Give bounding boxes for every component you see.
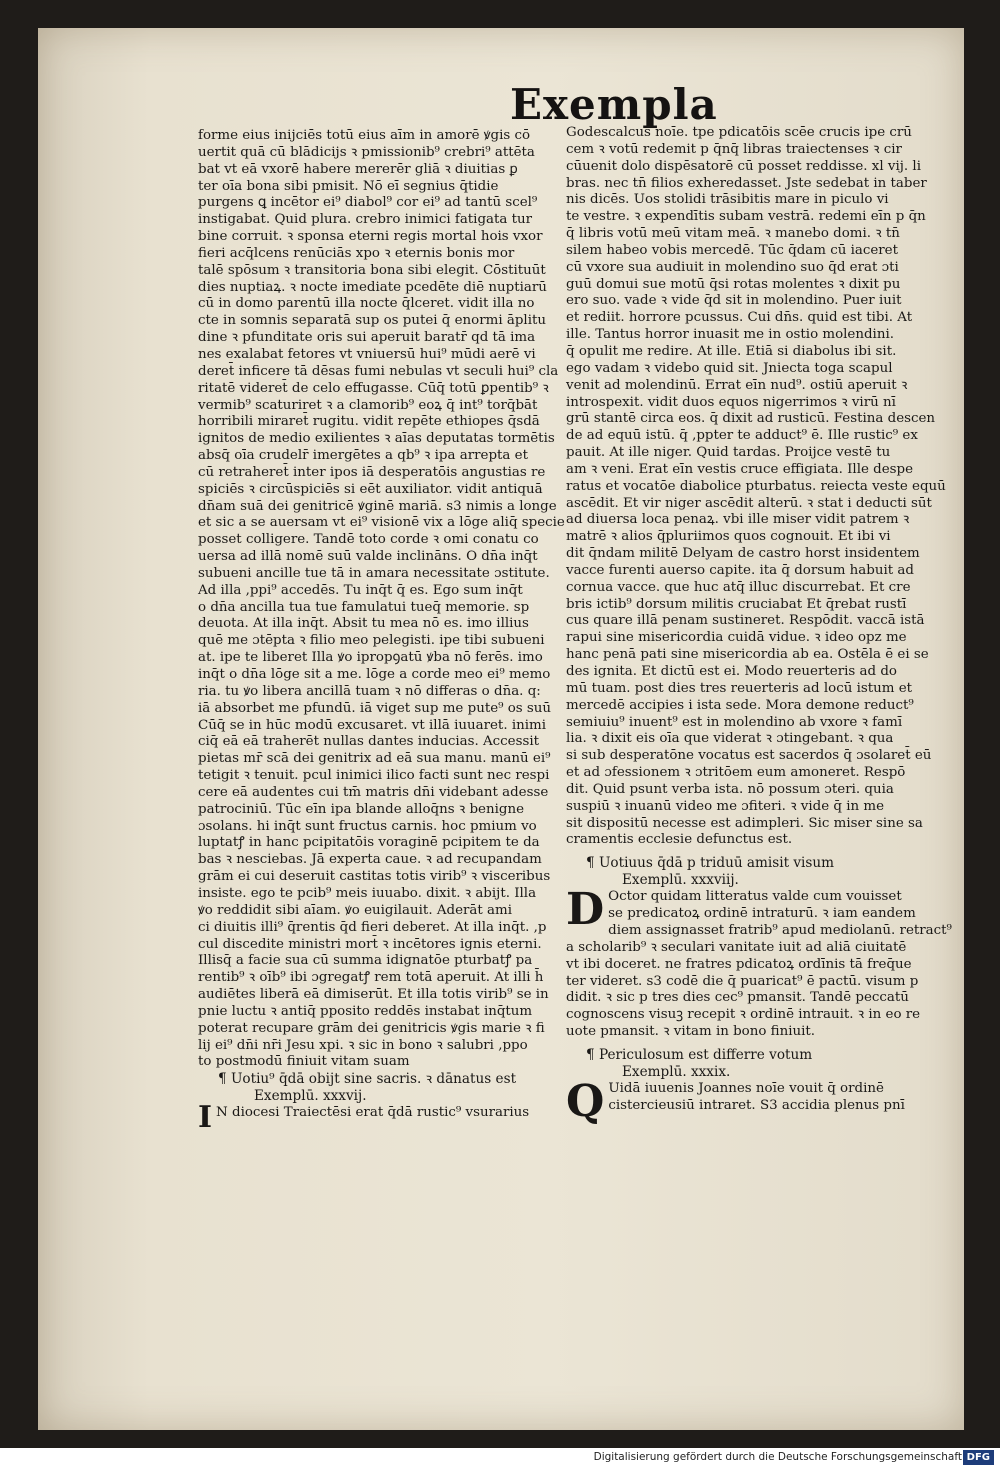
text-line: at. ipe te liberet Illa ꝟo ipropꝯatū ꝟba nō ferēs. imo [198, 650, 543, 666]
right-section-2-body [566, 1075, 916, 1127]
text-line: se predicatoꝝ ordinē intraturū. ꝛ iam eandem [608, 906, 916, 922]
left-body-text [198, 128, 565, 1071]
left-section-start [198, 1100, 550, 1136]
text-line: des ignita. Et dictū est ei. Modo reuerteris ad do [566, 664, 897, 679]
text-line: cū retraheret̄ inter ipos iā desperatōis angustias re [198, 464, 546, 480]
text-line: ciq̄ eā eā traherēt nullas dantes inducias. Accessit [198, 734, 540, 750]
text-line: vacce furenti auerso capite. ita q̄ dorsum habuit ad [566, 562, 914, 578]
text-line: subueni ancille tue tā in amara necessitate ɔstitute. [198, 565, 550, 581]
right-section-1-lines [566, 884, 952, 1041]
text-line: ter oīa bona sibi pmisit. Nō eī segnius q̄tidie [198, 178, 499, 194]
text-line: inq̄t o dn̄a lōge sit a me. lōge a corde meo ei⁹ memo [198, 667, 551, 682]
text-line: ter videret. s3 codē die q̄ puaricat⁹ ē pactū. visum p [566, 973, 919, 989]
text-line: uersa ad illā nomē suū valde inclināns. O dn̄a inq̄t [198, 549, 538, 565]
text-line: Octor quidam litteratus valde cum vouisset [608, 889, 902, 905]
text-line: uote pmansit. ꝛ vitam in bono finiuit. [566, 1024, 816, 1040]
text-line: nes exalabat fetores vt vniuersū hui⁹ mūdi aerē vi [198, 346, 536, 362]
text-line: pnie luctu ꝛ antiq̄ pposito reddēs instabat inq̄tum [198, 1003, 533, 1019]
text-line: ego vadam ꝛ videbo quid sit. Jniecta toga scapul [566, 360, 893, 376]
text-line: posset colligere. Tandē toto corde ꝛ omi conatu co [198, 532, 539, 548]
right-section-2-lines [566, 1081, 916, 1115]
text-line: instigabat. Quid plura. crebro inimici fatigata tur [198, 212, 533, 228]
text-line: spiciēs ꝛ circūspiciēs si eēt auxiliator. vidit antiquā [198, 481, 543, 497]
text-line: quē me ɔtēpta ꝛ filio meo pelegisti. ipe tibi subueni [198, 633, 545, 649]
text-line: cūuenit dolo dispēsatorē cū posset reddisse. xl vij. li [566, 158, 921, 174]
text-line: cornua vacce. que huc atq̄ illuc discurrebat. Et cre [566, 579, 911, 595]
text-line: ratus et vocatōe diabolice pturbatus. reiecta veste equū [566, 478, 946, 494]
drop-initial: Q [566, 1075, 605, 1127]
text-line: insiste. ego te pcib⁹ meis iuuabo. dixit. ꝛ abijt. Illa [198, 885, 537, 901]
text-line: Cūq̄ se in hūc modū excusaret. vt illā iuuaret. inimi [198, 717, 546, 733]
drop-initial: I [198, 1100, 213, 1136]
dfg-logo: DFG [963, 1450, 994, 1465]
text-line: ille. Tantus horror inuasit me in ostio molendini. [566, 327, 894, 343]
text-line: introspexit. vidit duos equos nigerrimos ꝛ virū nī [566, 394, 896, 410]
text-line: bras. nec tn̄ filios exheredasset. Jste sedebat in taber [566, 175, 927, 191]
text-line: rentib⁹ ꝛ oīb⁹ ibi ɔgregatꝭ rem totā aperuit. At illi h̄ [198, 970, 544, 986]
text-line: sit dispositū necesse est adimpleri. Sic miser sine sa [566, 815, 923, 831]
text-line: semiuiu⁹ inuent⁹ est in molendino ab vxore ꝛ famī [566, 714, 903, 730]
text-line: dit. Quid psunt verba ista. nō possum ɔteri. quia [566, 781, 894, 797]
text-line: et rediit. horrore pcussus. Cui dn̄s. quid est tibi. At [566, 310, 913, 326]
text-line: horribili miraret̄ rugitu. vidit repēte ethiopes q̄sdā [198, 414, 540, 430]
text-line: guū domui sue motū q̄si rotas molentes ꝛ dixit pu [566, 276, 901, 292]
text-line: cū vxore sua audiuit in molendino suo q̄d erat ɔti [566, 259, 899, 275]
text-line: pauit. At ille niger. Quid tardas. Proijce vestē tu [566, 445, 891, 461]
text-line: fieri acq̄lcens renūciās xpo ꝛ eternis bonis mor [198, 245, 515, 261]
text-line: pietas mr̄ scā dei genitrix ad eā sua manu. manū ei⁹ [198, 751, 551, 767]
text-line: am ꝛ veni. Erat eīn vestis cruce effigiata. Ille despe [566, 461, 914, 477]
text-line: mercedē accipies i ista sede. Mora demone reduct⁹ [566, 697, 914, 713]
text-line: de ad equū istū. q̄ ,ppter te adduct⁹ ē. Ille rustic⁹ ex [566, 428, 918, 444]
text-line: q̄ opulit me redire. At ille. Etiā si diabolus ibi sit. [566, 343, 897, 359]
text-line: et sic a se auersam vt ei⁹ visionē vix a lōge aliq̄ specie [198, 515, 565, 531]
text-line: dn̄am suā dei genitricē ꝟginē mariā. s3 nimis a longe [198, 498, 557, 514]
text-line: q̄ libris votū meū vitam meā. ꝛ manebo domi. ꝛ tn̄ [566, 226, 900, 242]
text-line: audiētes liberā eā dimiserūt. Et illa totis virib⁹ se in [198, 987, 549, 1003]
text-line: ascēdit. Et vir niger ascēdit alterū. ꝛ stat i deducti sūt [566, 495, 932, 511]
text-line: lia. ꝛ dixit eis oīa que viderat ꝛ ɔtingebant. ꝛ qua [566, 731, 894, 747]
text-line: luptatꝭ in hanc pcipitatōis voraginē pcipitem te da [198, 835, 540, 851]
text-line: Ad illa ,ppi⁹ accedēs. Tu inq̄t q̄ es. Ego sum inq̄t [198, 582, 523, 598]
text-line: ero suo. vade ꝛ vide q̄d sit in molendino. Puer iuit [566, 293, 902, 309]
text-line: to postmodū finiuit vitam suam [198, 1054, 410, 1070]
right-section-1-exemplum: Exemplū. xxxviij. [622, 872, 739, 889]
text-line: nis dicēs. Uos stolidi trāsibitis mare in piculo vi [566, 192, 889, 208]
text-line: o dn̄a ancilla tua tue famulatui tueq̄ memorie. sp [198, 599, 530, 615]
text-line: purgens ꝗ incētor ei⁹ diabol⁹ cor ei⁹ ad tantū scel⁹ [198, 195, 538, 211]
text-line: cognoscens visuꝫ recepit ꝛ ordinē intrauit. ꝛ in eo re [566, 1007, 921, 1023]
text-line: uertit quā cū blādicijs ꝛ pmissionib⁹ crebri⁹ attēta [198, 144, 535, 160]
text-line: ria. tu ꝟo libera ancillā tuam ꝛ nō differas o dn̄a. q: [198, 683, 541, 699]
text-line: et ad ɔfessionem ꝛ ɔtritōem eum amoneret. Respō [566, 765, 906, 781]
text-line: iā absorbet me pfundū. iā viget sup me pute⁹ os suū [198, 700, 552, 716]
right-section-2-exemplum: Exemplū. xxxix. [622, 1063, 731, 1080]
running-title: Exempla [510, 80, 718, 129]
text-line: deuota. At illa inq̄t. Absit tu mea nō es. imo illius [198, 616, 529, 632]
text-line: bris ictib⁹ dorsum militis cruciabat Et q̄rebat rustī [566, 596, 907, 612]
text-line: hanc penā pati sine misericordia ab ea. Ostēla ē ei se [566, 647, 929, 663]
text-line: venit ad molendinū. Errat eīn nud⁹. ostiū aperuit ꝛ [566, 377, 908, 393]
text-line: vermib⁹ scaturiret ꝛ a clamorib⁹ eoꝝ q̄ int⁹ torq̄bāt [198, 397, 538, 413]
text-line: poterat recupare grām dei genitricis ꝟgis marie ꝛ fi [198, 1020, 545, 1036]
text-line: vt ibi doceret. ne fratres pdicatoꝝ ordīnis tā freq̄ue [566, 956, 912, 972]
text-line: cramentis ecclesie defunctus est. [566, 832, 793, 848]
text-line: silem habeo vobis mercedē. Tūc q̄dam cū iaceret [566, 242, 898, 258]
text-line: bas ꝛ nesciebas. Jā experta caue. ꝛ ad recupandam [198, 852, 542, 868]
text-line: suspiū ꝛ inuanū video me ɔfiteri. ꝛ vide q̄ in me [566, 798, 885, 814]
text-line: absq̄ oīa crudelr̄ imergētes a qb⁹ ꝛ ipa arrepta et [198, 448, 528, 464]
text-line: ad diuersa loca penaꝝ. vbi ille miser vidit patrem ꝛ [566, 512, 910, 528]
text-line: bine corruit. ꝛ sponsa eterni regis mortal hois vxor [198, 229, 543, 245]
text-line: diem assignasset fratrib⁹ apud mediolanū. retract⁹ [608, 922, 952, 938]
text-line: matrē ꝛ alios q̄pluriimos quos cognouit. Et ibi vi [566, 529, 891, 545]
text-line: ci diuitis illi⁹ q̄rentis q̄d fieri deberet. At illa inq̄t. ,p [198, 919, 547, 935]
right-text-column [566, 125, 952, 1127]
right-section-1-heading: ¶ Uotiuus q̄dā p triduū amisit visum [586, 855, 835, 872]
text-line: ɔsolans. hi inq̄t sunt fructus carnis. hoc pmium vo [198, 818, 537, 834]
text-line: mū tuam. post dies tres reuerteris ad locū istum et [566, 680, 913, 696]
left-exemplum-label: Exemplū. xxxvij. [254, 1088, 367, 1105]
text-line: forme eius inijciēs totū eius aīm in amorē ꝟgis cō [198, 128, 531, 143]
text-line: cistercieusiū intraret. S3 accidia plenus pnī [608, 1097, 905, 1113]
text-line: bat vt eā vxorē habere mererēr gliā ꝛ diuitias ꝑ [198, 161, 518, 177]
text-line: rapui sine misericordia cuidā vidue. ꝛ ideo opz me [566, 630, 907, 646]
right-body-text [566, 125, 946, 849]
left-section-heading: ¶ Uotiu⁹ q̄dā obijt sine sacris. ꝛ dānatus est [218, 1071, 517, 1088]
left-text-column [198, 128, 565, 1136]
text-line: didit. ꝛ sic p tres dies cec⁹ pmansit. Tandē peccatū [566, 990, 909, 1006]
text-line: cus quare illā penam sustineret. Respōdit. vaccā istā [566, 613, 925, 629]
text-line: Illisq̄ a facie sua cū summa idignatōe pturbatꝭ pa [198, 953, 533, 969]
left-section-first-line: N diocesi Traiectēsi erat q̄dā rustic⁹ vsurarius [216, 1105, 530, 1121]
right-section-2-heading: ¶ Periculosum est differre votum [586, 1046, 813, 1063]
text-line: ꝟo reddidit sibi aīam. ꝟo euigilauit. Aderāt ami [198, 902, 512, 918]
text-line: deret̄ inficere tā dēsas fumi nebulas vt seculi hui⁹ cla [198, 363, 559, 379]
text-line: tetigit ꝛ tenuit. pcul inimici ilico facti sunt nec respi [198, 768, 550, 784]
text-line: ignitos de medio exilientes ꝛ aīas deputatas tormētis [198, 431, 555, 447]
text-line: cul discedite ministri mort̄ ꝛ incētores ignis eterni. [198, 936, 542, 952]
text-line: lij ei⁹ dn̄i nr̄i Jesu xpi. ꝛ sic in bono ꝛ salubri ,ppo [198, 1037, 528, 1053]
text-line: a scholarib⁹ ꝛ seculari vanitate iuit ad aliā ciuitatē [566, 939, 907, 955]
text-line: cte in somnis separatā sup os putei q̄ enormi āplitu [198, 313, 547, 329]
text-line: grū stantē circa eos. q̄ dixit ad rusticū. Festina descen [566, 411, 936, 427]
text-line: si sub desperatōne vocatus est sacerdos q̄ ɔsolaret̄ eū [566, 748, 932, 764]
text-line: cere eā audentes cui tm̄ matris dn̄i videbant adesse [198, 784, 549, 800]
text-line: patrociniū. Tūc eīn ipa blande alloq̄ns ꝛ benigne [198, 801, 524, 817]
text-line: ritatē videret̄ de celo effugasse. Cūq̄ totū ꝑpentib⁹ ꝛ [198, 380, 549, 396]
text-line: cū in domo parentū illa nocte q̄lceret. vidit illa no [198, 296, 535, 312]
text-line: Uidā iuuenis Joannes noīe vouit q̄ ordinē [608, 1080, 884, 1096]
text-line: te vestre. ꝛ expendītis subam vestrā. redemi eīn p q̄n [566, 209, 926, 225]
text-line: talē spōsum ꝛ transitoria bona sibi elegit. Cōstituūt [198, 262, 546, 278]
text-line: dine ꝛ pfunditate oris sui aperuit baratr̄ qd tā ima [198, 330, 536, 346]
text-line: dies nuptiaꝝ. ꝛ nocte imediate pcedēte diē nuptiarū [198, 279, 547, 295]
text-line: cem ꝛ votū redemit p q̄nq̄ libras traiectenses ꝛ cir [566, 141, 902, 157]
drop-initial: D [566, 884, 605, 936]
funding-notice: Digitalisierung gefördert durch die Deutsche Forschungsgemeinschaft [593, 1451, 962, 1463]
right-section-1-body [566, 884, 952, 1041]
text-line: dit q̄ndam militē Delyam de castro horst insidentem [566, 546, 920, 562]
text-line: Godescalcus noīe. tpe pdicatōis scēe crucis ipe crū [566, 125, 912, 140]
text-line: grām ei cui deseruit castitas totis virib⁹ ꝛ visceribus [198, 869, 551, 885]
